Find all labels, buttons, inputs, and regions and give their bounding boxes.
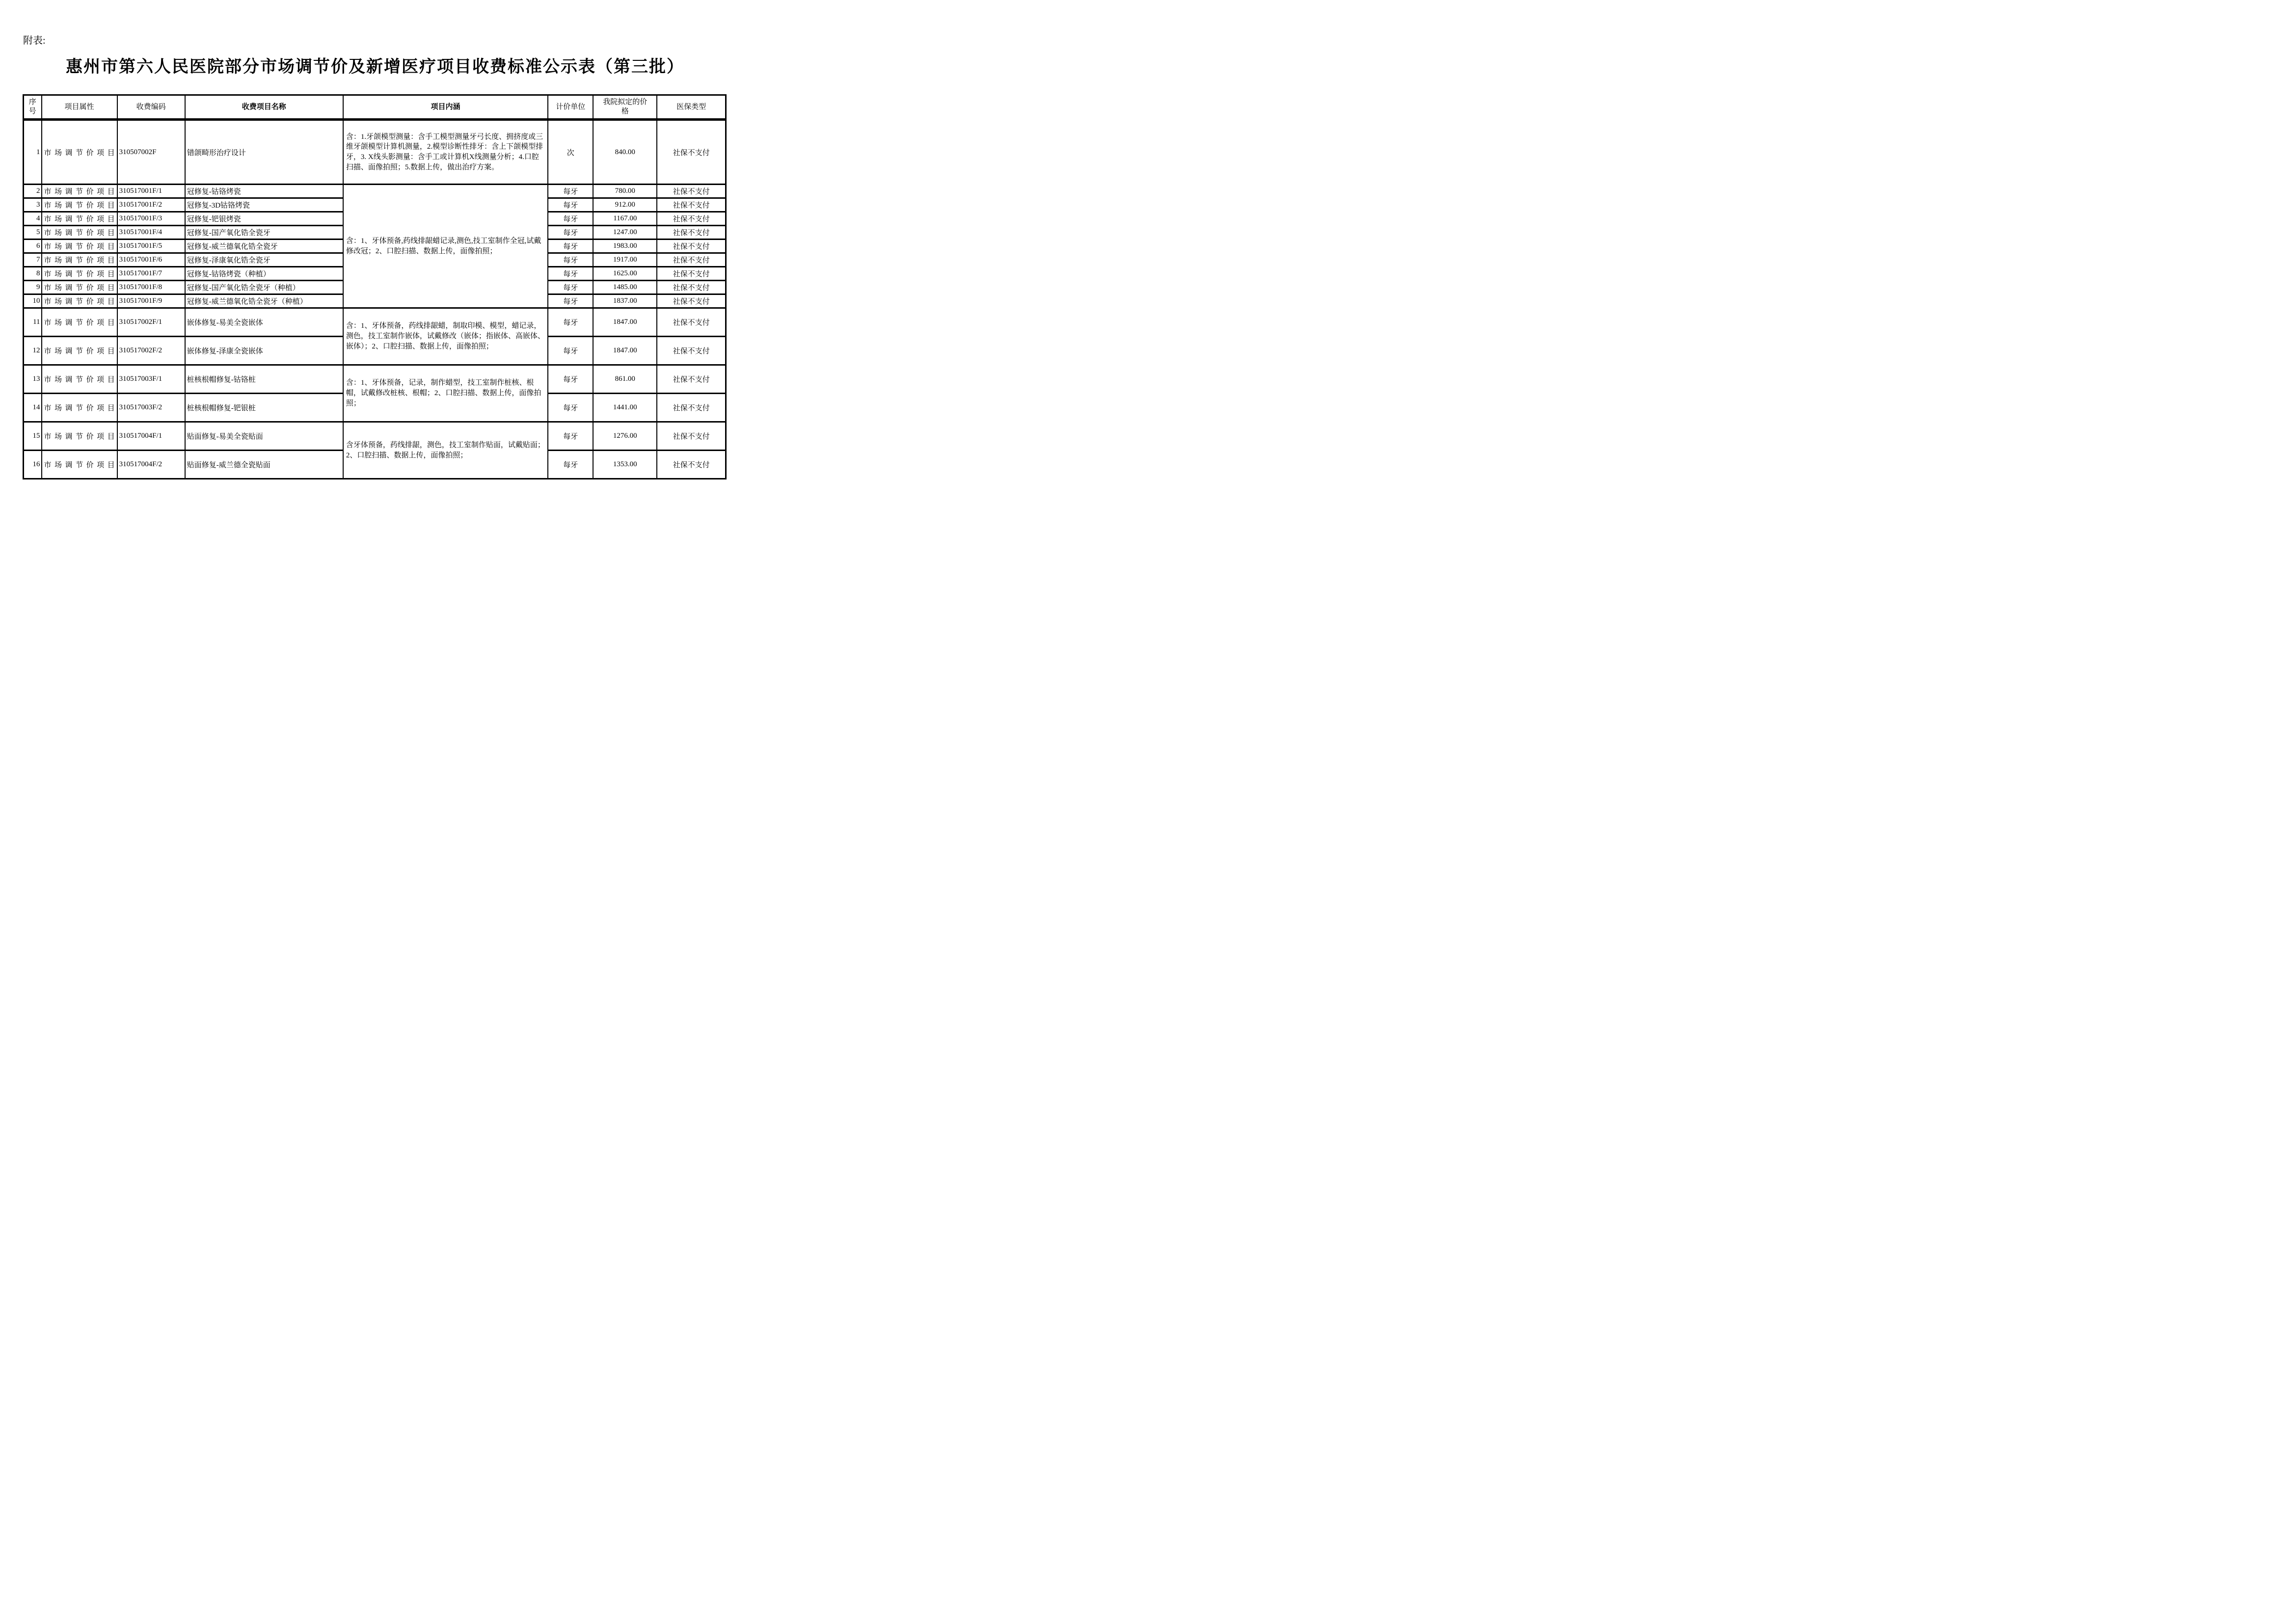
cell-insurance: 社保不支付 bbox=[657, 226, 726, 239]
cell-seq: 1 bbox=[24, 120, 42, 185]
cell-seq: 6 bbox=[24, 239, 42, 253]
cell-insurance: 社保不支付 bbox=[657, 239, 726, 253]
cell-price: 912.00 bbox=[593, 198, 657, 212]
cell-insurance: 社保不支付 bbox=[657, 422, 726, 451]
cell-name: 嵌体修复-易美全瓷嵌体 bbox=[185, 308, 343, 337]
cell-unit: 每牙 bbox=[548, 294, 593, 308]
cell-scope: 含：1、牙体预备,药线排龈蜡记录,测色,技工室制作全冠,试戴修改冠；2、口腔扫描、数据上传，面像拍照； bbox=[343, 185, 548, 308]
cell-price: 1276.00 bbox=[593, 422, 657, 451]
cell-seq: 9 bbox=[24, 281, 42, 294]
cell-unit: 每牙 bbox=[548, 185, 593, 198]
cell-name: 嵌体修复-泽康全瓷嵌体 bbox=[185, 337, 343, 365]
cell-unit: 次 bbox=[548, 120, 593, 185]
cell-seq: 2 bbox=[24, 185, 42, 198]
cell-attr: 市场调节价项目 bbox=[42, 308, 117, 337]
cell-code: 310517002F/2 bbox=[117, 337, 185, 365]
cell-name: 冠修复-钴铬烤瓷（种植） bbox=[185, 267, 343, 281]
cell-name: 桩核根帽修复-钴铬桩 bbox=[185, 365, 343, 394]
cell-seq: 11 bbox=[24, 308, 42, 337]
cell-code: 310517001F/7 bbox=[117, 267, 185, 281]
col-header-unit: 计价单位 bbox=[548, 95, 593, 120]
cell-price: 1847.00 bbox=[593, 337, 657, 365]
cell-attr: 市场调节价项目 bbox=[42, 198, 117, 212]
cell-scope: 含：1、牙体预备，记录，制作蜡型，技工室制作桩核、根帽，试戴修改桩核、根帽；2、口腔扫描、数据上传，面像拍照； bbox=[343, 365, 548, 422]
table-row bbox=[24, 308, 726, 337]
cell-insurance: 社保不支付 bbox=[657, 308, 726, 337]
cell-unit: 每牙 bbox=[548, 239, 593, 253]
cell-code: 310517003F/1 bbox=[117, 365, 185, 394]
cell-insurance: 社保不支付 bbox=[657, 253, 726, 267]
cell-name: 桩核根帽修复-钯银桩 bbox=[185, 394, 343, 422]
table-row bbox=[24, 365, 726, 394]
cell-name: 冠修复-国产氧化锆全瓷牙（种植） bbox=[185, 281, 343, 294]
col-header-attr: 项目属性 bbox=[42, 95, 117, 120]
cell-price: 780.00 bbox=[593, 185, 657, 198]
cell-code: 310517001F/4 bbox=[117, 226, 185, 239]
cell-seq: 16 bbox=[24, 451, 42, 479]
cell-name: 贴面修复-易美全瓷贴面 bbox=[185, 422, 343, 451]
cell-price: 1167.00 bbox=[593, 212, 657, 226]
cell-code: 310517001F/3 bbox=[117, 212, 185, 226]
cell-code: 310517001F/8 bbox=[117, 281, 185, 294]
cell-seq: 14 bbox=[24, 394, 42, 422]
cell-code: 310517001F/9 bbox=[117, 294, 185, 308]
cell-name: 贴面修复-威兰德全瓷贴面 bbox=[185, 451, 343, 479]
table-body bbox=[24, 120, 726, 479]
cell-attr: 市场调节价项目 bbox=[42, 394, 117, 422]
cell-unit: 每牙 bbox=[548, 253, 593, 267]
page bbox=[0, 0, 765, 541]
cell-code: 310517001F/5 bbox=[117, 239, 185, 253]
cell-code: 310517002F/1 bbox=[117, 308, 185, 337]
col-header-code: 收费编码 bbox=[117, 95, 185, 120]
cell-insurance: 社保不支付 bbox=[657, 267, 726, 281]
cell-insurance: 社保不支付 bbox=[657, 365, 726, 394]
cell-price: 1441.00 bbox=[593, 394, 657, 422]
cell-attr: 市场调节价项目 bbox=[42, 337, 117, 365]
cell-price: 1983.00 bbox=[593, 239, 657, 253]
cell-code: 310517001F/2 bbox=[117, 198, 185, 212]
cell-name: 冠修复-国产氧化锆全瓷牙 bbox=[185, 226, 343, 239]
cell-seq: 8 bbox=[24, 267, 42, 281]
cell-seq: 7 bbox=[24, 253, 42, 267]
cell-code: 310517003F/2 bbox=[117, 394, 185, 422]
fee-table-wrap bbox=[23, 94, 727, 479]
cell-name: 冠修复-威兰德氧化锆全瓷牙 bbox=[185, 239, 343, 253]
cell-name: 冠修复-泽康氧化锆全瓷牙 bbox=[185, 253, 343, 267]
cell-seq: 3 bbox=[24, 198, 42, 212]
cell-unit: 每牙 bbox=[548, 337, 593, 365]
cell-name: 冠修复-3D钴铬烤瓷 bbox=[185, 198, 343, 212]
cell-scope: 含：1、牙体预备，药线排龈蜡，制取印模、模型，蜡记录，测色，技工室制作嵌体，试戴修改（嵌体；指嵌体、高嵌体、嵌体）；2、口腔扫描、数据上传，面像拍照； bbox=[343, 308, 548, 365]
cell-seq: 5 bbox=[24, 226, 42, 239]
cell-attr: 市场调节价项目 bbox=[42, 365, 117, 394]
cell-attr: 市场调节价项目 bbox=[42, 281, 117, 294]
table-row bbox=[24, 120, 726, 185]
cell-unit: 每牙 bbox=[548, 365, 593, 394]
cell-unit: 每牙 bbox=[548, 422, 593, 451]
page-title: 惠州市第六人民医院部分市场调节价及新增医疗项目收费标准公示表（第三批） bbox=[66, 58, 684, 76]
cell-attr: 市场调节价项目 bbox=[42, 294, 117, 308]
cell-seq: 13 bbox=[24, 365, 42, 394]
cell-scope: 含：1.牙颌模型测量：含手工模型测量牙弓长度、拥挤度或三维牙颌模型计算机测量，2.模型诊断性排牙：含上下颌模型排牙，3. X线头影测量：含手工或计算机X线测量分析；4.口腔扫描、面像拍照；5.数据上传，做出治疗方案。 bbox=[343, 120, 548, 185]
cell-attr: 市场调节价项目 bbox=[42, 253, 117, 267]
col-header-price-label: 我院拟定的价格 bbox=[603, 98, 648, 115]
cell-price: 840.00 bbox=[593, 120, 657, 185]
cell-unit: 每牙 bbox=[548, 267, 593, 281]
header-row bbox=[24, 95, 726, 120]
cell-attr: 市场调节价项目 bbox=[42, 239, 117, 253]
cell-name: 冠修复-威兰德氧化锆全瓷牙（种植） bbox=[185, 294, 343, 308]
cell-insurance: 社保不支付 bbox=[657, 281, 726, 294]
cell-unit: 每牙 bbox=[548, 198, 593, 212]
cell-insurance: 社保不支付 bbox=[657, 394, 726, 422]
table-header bbox=[24, 95, 726, 120]
fee-table bbox=[23, 94, 727, 479]
cell-insurance: 社保不支付 bbox=[657, 198, 726, 212]
cell-code: 310507002F bbox=[117, 120, 185, 185]
cell-unit: 每牙 bbox=[548, 308, 593, 337]
col-header-seq bbox=[24, 95, 42, 120]
cell-price: 1353.00 bbox=[593, 451, 657, 479]
table-row bbox=[24, 185, 726, 198]
cell-scope: 含牙体预备，药线排龈，测色，技工室制作贴面，试戴贴面；2、口腔扫描、数据上传，面像拍照； bbox=[343, 422, 548, 479]
cell-code: 310517004F/2 bbox=[117, 451, 185, 479]
cell-unit: 每牙 bbox=[548, 451, 593, 479]
cell-name: 冠修复-钴铬烤瓷 bbox=[185, 185, 343, 198]
col-header-name: 收费项目名称 bbox=[185, 95, 343, 120]
cell-unit: 每牙 bbox=[548, 281, 593, 294]
cell-price: 861.00 bbox=[593, 365, 657, 394]
cell-price: 1485.00 bbox=[593, 281, 657, 294]
table-row bbox=[24, 422, 726, 451]
cell-attr: 市场调节价项目 bbox=[42, 185, 117, 198]
cell-insurance: 社保不支付 bbox=[657, 337, 726, 365]
cell-seq: 15 bbox=[24, 422, 42, 451]
cell-price: 1247.00 bbox=[593, 226, 657, 239]
cell-insurance: 社保不支付 bbox=[657, 212, 726, 226]
cell-seq: 10 bbox=[24, 294, 42, 308]
cell-name: 错颌畸形治疗设计 bbox=[185, 120, 343, 185]
cell-attr: 市场调节价项目 bbox=[42, 120, 117, 185]
cell-unit: 每牙 bbox=[548, 394, 593, 422]
cell-attr: 市场调节价项目 bbox=[42, 422, 117, 451]
cell-insurance: 社保不支付 bbox=[657, 120, 726, 185]
cell-price: 1837.00 bbox=[593, 294, 657, 308]
col-header-seq-label: 序号 bbox=[28, 98, 36, 115]
cell-attr: 市场调节价项目 bbox=[42, 212, 117, 226]
cell-unit: 每牙 bbox=[548, 212, 593, 226]
cell-attr: 市场调节价项目 bbox=[42, 451, 117, 479]
cell-code: 310517001F/6 bbox=[117, 253, 185, 267]
cell-price: 1625.00 bbox=[593, 267, 657, 281]
cell-attr: 市场调节价项目 bbox=[42, 267, 117, 281]
cell-code: 310517001F/1 bbox=[117, 185, 185, 198]
cell-insurance: 社保不支付 bbox=[657, 294, 726, 308]
cell-seq: 12 bbox=[24, 337, 42, 365]
cell-insurance: 社保不支付 bbox=[657, 185, 726, 198]
col-header-insurance: 医保类型 bbox=[657, 95, 726, 120]
cell-price: 1917.00 bbox=[593, 253, 657, 267]
cell-insurance: 社保不支付 bbox=[657, 451, 726, 479]
page-note: 附表: bbox=[23, 35, 46, 46]
cell-price: 1847.00 bbox=[593, 308, 657, 337]
cell-attr: 市场调节价项目 bbox=[42, 226, 117, 239]
cell-seq: 4 bbox=[24, 212, 42, 226]
cell-code: 310517004F/1 bbox=[117, 422, 185, 451]
col-header-scope: 项目内涵 bbox=[343, 95, 548, 120]
col-header-price bbox=[593, 95, 657, 120]
cell-unit: 每牙 bbox=[548, 226, 593, 239]
cell-name: 冠修复-钯银烤瓷 bbox=[185, 212, 343, 226]
